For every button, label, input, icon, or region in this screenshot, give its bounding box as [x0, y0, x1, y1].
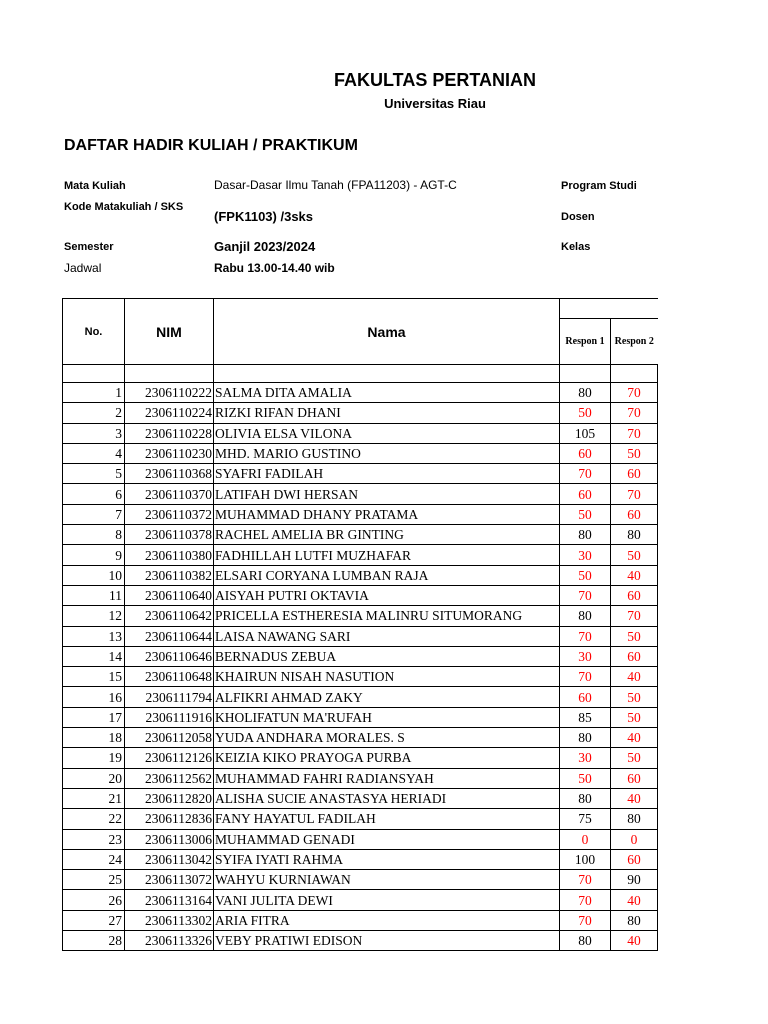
- row-nama: OLIVIA ELSA VILONA: [214, 423, 560, 443]
- row-nama: ARIA FITRA: [214, 910, 560, 930]
- row-respon-1: 50: [560, 403, 611, 423]
- table-row: [63, 931, 658, 951]
- table-row: [63, 606, 658, 626]
- row-nama: RIZKI RIFAN DHANI: [214, 403, 560, 423]
- row-number: 24: [63, 849, 125, 869]
- row-nama: MUHAMMAD DHANY PRATAMA: [214, 504, 560, 524]
- table-row: [63, 504, 658, 524]
- row-nim: 2306110644: [125, 626, 214, 646]
- attendance-table: [62, 298, 658, 951]
- row-respon-1: 100: [560, 849, 611, 869]
- row-nim: 2306113302: [125, 910, 214, 930]
- row-nim: 2306112836: [125, 809, 214, 829]
- table-row: [63, 525, 658, 545]
- row-respon-1: 80: [560, 788, 611, 808]
- row-respon-2: 70: [611, 403, 658, 423]
- row-respon-2: 40: [611, 890, 658, 910]
- dosen-label: Dosen: [561, 211, 595, 223]
- row-respon-2: 80: [611, 525, 658, 545]
- document-title: DAFTAR HADIR KULIAH / PRAKTIKUM: [64, 137, 358, 154]
- row-number: 6: [63, 484, 125, 504]
- row-nim: 2306110222: [125, 383, 214, 403]
- row-nama: PRICELLA ESTHERESIA MALINRU SITUMORANG: [214, 606, 560, 626]
- table-row: [63, 545, 658, 565]
- row-respon-2: 80: [611, 910, 658, 930]
- table-row: [63, 565, 658, 585]
- row-nama: SALMA DITA AMALIA: [214, 383, 560, 403]
- row-respon-1: 50: [560, 768, 611, 788]
- mata-kuliah-label: Mata Kuliah: [64, 180, 126, 192]
- table-row: [63, 728, 658, 748]
- header-no: No.: [63, 299, 125, 365]
- row-respon-1: 60: [560, 443, 611, 463]
- row-number: 16: [63, 687, 125, 707]
- faculty-title: FAKULTAS PERTANIAN: [334, 70, 536, 90]
- row-respon-2: 60: [611, 464, 658, 484]
- row-nama: AISYAH PUTRI OKTAVIA: [214, 585, 560, 605]
- header-respon-1: Respon 1: [560, 319, 611, 365]
- semester-value: Ganjil 2023/2024: [214, 239, 316, 254]
- row-respon-1: 30: [560, 646, 611, 666]
- row-respon-2: 60: [611, 585, 658, 605]
- header-nim: NIM: [125, 299, 214, 365]
- row-number: 9: [63, 545, 125, 565]
- row-nama: FADHILLAH LUTFI MUZHAFAR: [214, 545, 560, 565]
- row-nim: 2306110368: [125, 464, 214, 484]
- row-nama: FANY HAYATUL FADILAH: [214, 809, 560, 829]
- row-respon-1: 80: [560, 525, 611, 545]
- spacer-cell: [125, 365, 214, 383]
- row-nama: ALISHA SUCIE ANASTASYA HERIADI: [214, 788, 560, 808]
- row-number: 8: [63, 525, 125, 545]
- row-nama: SYIFA IYATI RAHMA: [214, 849, 560, 869]
- row-respon-1: 75: [560, 809, 611, 829]
- row-number: 15: [63, 667, 125, 687]
- row-respon-1: 70: [560, 870, 611, 890]
- row-nim: 2306111794: [125, 687, 214, 707]
- row-respon-2: 80: [611, 809, 658, 829]
- table-row: [63, 383, 658, 403]
- row-nim: 2306113072: [125, 870, 214, 890]
- row-respon-1: 105: [560, 423, 611, 443]
- row-respon-1: 60: [560, 687, 611, 707]
- row-nim: 2306110640: [125, 585, 214, 605]
- row-nama: ALFIKRI AHMAD ZAKY: [214, 687, 560, 707]
- program-studi-label: Program Studi: [561, 180, 637, 192]
- row-respon-2: 90: [611, 870, 658, 890]
- table-row: [63, 464, 658, 484]
- table-row: [63, 626, 658, 646]
- row-respon-1: 50: [560, 504, 611, 524]
- row-respon-2: 50: [611, 707, 658, 727]
- row-number: 20: [63, 768, 125, 788]
- row-nim: 2306110224: [125, 403, 214, 423]
- spacer-cell: [214, 365, 560, 383]
- spacer-cell: [63, 365, 125, 383]
- row-respon-2: 70: [611, 484, 658, 504]
- mata-kuliah-value: Dasar-Dasar Ilmu Tanah (FPA11203) - AGT-C: [214, 178, 457, 192]
- row-respon-1: 0: [560, 829, 611, 849]
- spacer-cell: [611, 365, 658, 383]
- row-number: 5: [63, 464, 125, 484]
- table-row: [63, 788, 658, 808]
- row-number: 14: [63, 646, 125, 666]
- row-nim: 2306110228: [125, 423, 214, 443]
- row-respon-1: 80: [560, 931, 611, 951]
- row-respon-1: 80: [560, 383, 611, 403]
- row-respon-2: 70: [611, 383, 658, 403]
- row-nim: 2306110380: [125, 545, 214, 565]
- row-respon-2: 70: [611, 606, 658, 626]
- header-nama: Nama: [214, 299, 560, 365]
- spacer-cell: [560, 365, 611, 383]
- row-respon-2: 40: [611, 667, 658, 687]
- row-nama: BERNADUS ZEBUA: [214, 646, 560, 666]
- table-row: [63, 667, 658, 687]
- row-number: 22: [63, 809, 125, 829]
- row-respon-2: 40: [611, 565, 658, 585]
- row-nama: VEBY PRATIWI EDISON: [214, 931, 560, 951]
- table-row: [63, 646, 658, 666]
- table-row: [63, 423, 658, 443]
- row-respon-2: 50: [611, 687, 658, 707]
- row-number: 2: [63, 403, 125, 423]
- row-respon-2: 40: [611, 931, 658, 951]
- row-nim: 2306110648: [125, 667, 214, 687]
- row-respon-2: 50: [611, 626, 658, 646]
- row-number: 13: [63, 626, 125, 646]
- row-nama: MUHAMMAD GENADI: [214, 829, 560, 849]
- row-nim: 2306110382: [125, 565, 214, 585]
- row-respon-2: 40: [611, 728, 658, 748]
- row-respon-1: 85: [560, 707, 611, 727]
- jadwal-label: Jadwal: [64, 261, 102, 275]
- row-nama: YUDA ANDHARA MORALES. S: [214, 728, 560, 748]
- row-respon-1: 70: [560, 626, 611, 646]
- row-respon-2: 60: [611, 768, 658, 788]
- kode-matakuliah-label: Kode Matakuliah / SKS: [64, 201, 184, 213]
- table-row: [63, 443, 658, 463]
- row-respon-2: 50: [611, 545, 658, 565]
- row-nama: LATIFAH DWI HERSAN: [214, 484, 560, 504]
- row-number: 27: [63, 910, 125, 930]
- row-respon-1: 80: [560, 728, 611, 748]
- row-nim: 2306112058: [125, 728, 214, 748]
- row-nama: MUHAMMAD FAHRI RADIANSYAH: [214, 768, 560, 788]
- row-nim: 2306110378: [125, 525, 214, 545]
- row-nama: WAHYU KURNIAWAN: [214, 870, 560, 890]
- university-name: Universitas Riau: [384, 96, 486, 111]
- table-row: [63, 585, 658, 605]
- row-respon-2: 0: [611, 829, 658, 849]
- row-number: 25: [63, 870, 125, 890]
- row-nim: 2306113164: [125, 890, 214, 910]
- row-number: 3: [63, 423, 125, 443]
- row-number: 10: [63, 565, 125, 585]
- table-row: [63, 849, 658, 869]
- row-nama: KHOLIFATUN MA'RUFAH: [214, 707, 560, 727]
- row-number: 28: [63, 931, 125, 951]
- table-row: [63, 707, 658, 727]
- table-row: [63, 809, 658, 829]
- row-number: 12: [63, 606, 125, 626]
- row-nim: 2306113006: [125, 829, 214, 849]
- table-row: [63, 687, 658, 707]
- row-nim: 2306110642: [125, 606, 214, 626]
- row-respon-1: 30: [560, 545, 611, 565]
- table-row: [63, 890, 658, 910]
- row-number: 18: [63, 728, 125, 748]
- row-nama: KEIZIA KIKO PRAYOGA PURBA: [214, 748, 560, 768]
- row-respon-2: 60: [611, 504, 658, 524]
- row-nama: KHAIRUN NISAH NASUTION: [214, 667, 560, 687]
- table-row: [63, 870, 658, 890]
- semester-label: Semester: [64, 241, 114, 253]
- kelas-label: Kelas: [561, 241, 591, 253]
- row-number: 26: [63, 890, 125, 910]
- table-row: [63, 484, 658, 504]
- row-number: 23: [63, 829, 125, 849]
- header-respon-2: Respon 2: [611, 319, 658, 365]
- row-number: 19: [63, 748, 125, 768]
- row-respon-2: 50: [611, 443, 658, 463]
- header-respon-group: [560, 299, 658, 319]
- row-respon-1: 50: [560, 565, 611, 585]
- row-respon-2: 40: [611, 788, 658, 808]
- row-nim: 2306113042: [125, 849, 214, 869]
- row-respon-2: 60: [611, 849, 658, 869]
- row-nama: MHD. MARIO GUSTINO: [214, 443, 560, 463]
- table-row: [63, 910, 658, 930]
- jadwal-value: Rabu 13.00-14.40 wib: [214, 261, 335, 275]
- row-respon-1: 70: [560, 910, 611, 930]
- row-nama: RACHEL AMELIA BR GINTING: [214, 525, 560, 545]
- row-number: 11: [63, 585, 125, 605]
- row-nim: 2306110370: [125, 484, 214, 504]
- table-row: [63, 768, 658, 788]
- table-row: [63, 403, 658, 423]
- row-nim: 2306111916: [125, 707, 214, 727]
- row-number: 1: [63, 383, 125, 403]
- row-nama: VANI JULITA DEWI: [214, 890, 560, 910]
- row-nama: SYAFRI FADILAH: [214, 464, 560, 484]
- row-nim: 2306113326: [125, 931, 214, 951]
- row-nama: LAISA NAWANG SARI: [214, 626, 560, 646]
- row-respon-1: 30: [560, 748, 611, 768]
- row-respon-2: 60: [611, 646, 658, 666]
- row-nim: 2306112562: [125, 768, 214, 788]
- table-row: [63, 748, 658, 768]
- row-respon-1: 80: [560, 606, 611, 626]
- row-respon-1: 70: [560, 667, 611, 687]
- row-respon-1: 70: [560, 464, 611, 484]
- row-number: 17: [63, 707, 125, 727]
- row-number: 4: [63, 443, 125, 463]
- row-respon-1: 60: [560, 484, 611, 504]
- row-nim: 2306110230: [125, 443, 214, 463]
- row-respon-2: 70: [611, 423, 658, 443]
- row-nim: 2306110646: [125, 646, 214, 666]
- table-row: [63, 829, 658, 849]
- row-nim: 2306112126: [125, 748, 214, 768]
- row-respon-1: 70: [560, 585, 611, 605]
- row-nim: 2306112820: [125, 788, 214, 808]
- row-number: 7: [63, 504, 125, 524]
- row-nama: ELSARI CORYANA LUMBAN RAJA: [214, 565, 560, 585]
- row-respon-1: 70: [560, 890, 611, 910]
- row-number: 21: [63, 788, 125, 808]
- row-nim: 2306110372: [125, 504, 214, 524]
- kode-matakuliah-value: (FPK1103) /3sks: [214, 209, 314, 224]
- row-respon-2: 50: [611, 748, 658, 768]
